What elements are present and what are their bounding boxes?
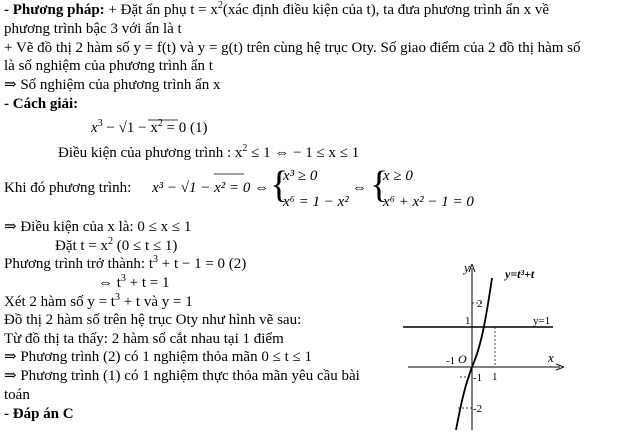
method-tail: (xác định điều kiện của t), ta đưa phương trình ẩn x về xyxy=(222,2,550,18)
system-2-brace: { xyxy=(370,164,389,206)
transformed-b: + t − 1 = 0 (2) xyxy=(158,256,247,272)
system-2-row-b: x⁶ + x² − 1 = 0 xyxy=(383,194,474,210)
substitution-line xyxy=(55,238,177,255)
line-2: phương trình bậc 3 với ẩn là t xyxy=(4,21,182,37)
condition-b: ≤ 1 ⇔ − 1 ≤ x ≤ 1 xyxy=(247,145,360,161)
line-eq1-result-cont: toán xyxy=(4,387,30,403)
system-1-row-b: x⁶ = 1 − x² xyxy=(283,194,349,210)
line-label: y=1 xyxy=(533,315,551,327)
substitution-b: (0 ≤ t ≤ 1) xyxy=(113,238,178,254)
condition-sup: 2 xyxy=(242,143,248,154)
tick-y-neg2: -2 xyxy=(473,403,483,415)
tick-y-2: 2 xyxy=(477,298,483,310)
substitution-sup: 2 xyxy=(108,236,114,247)
equivalent-b: + t = 1 xyxy=(125,275,170,291)
consider-line xyxy=(4,294,193,311)
line-5: ⇒ Số nghiệm của phương trình ẩn x xyxy=(4,77,221,93)
line-graph-intro: Đồ thị 2 hàm số trên hệ trục Oty như hình vẽ sau: xyxy=(4,312,302,328)
line-eq1-result: ⇒ Phương trình (1) có 1 nghiệm thực thỏa mãn yêu cầu bài xyxy=(4,368,360,384)
consider-sup: 3 xyxy=(114,292,120,303)
y-axis-label: y xyxy=(464,260,470,275)
system-arrow: ⇔ xyxy=(352,180,367,196)
when-line-label: Khi đó phương trình: xyxy=(4,180,132,196)
consider-a: Xét 2 hàm số y = t xyxy=(4,294,115,310)
condition-a: Điều kiện của phương trình : x xyxy=(58,145,243,161)
method-text: + Đặt ẩn phụ t = x xyxy=(104,2,218,18)
method-label: - Phương pháp: xyxy=(4,2,105,18)
line-condition-x: ⇒ Điều kiện của x là: 0 ≤ x ≤ 1 xyxy=(4,219,192,235)
curve-label: y=t³+t xyxy=(505,267,535,281)
eq1-part-c: = 0 (1) xyxy=(162,120,208,136)
system-1-row-a: x³ ≥ 0 xyxy=(283,168,318,184)
equivalent-line xyxy=(98,275,170,292)
tick-y-neg1: -1 xyxy=(473,372,483,384)
equivalent-a: ⇔ t xyxy=(98,275,121,291)
tick-x-1: 1 xyxy=(492,371,498,383)
system-2-row-a: x ≥ 0 xyxy=(383,168,413,184)
tick-x-neg1: -1 xyxy=(446,355,456,367)
line-3: + Vẽ đồ thị 2 hàm số y = f(t) và y = g(t) trên cùng hệ trục Oty. Số giao điểm của 2 đồ thị hàm số xyxy=(4,40,581,56)
transformed-line xyxy=(4,256,246,273)
line-eq2-result: ⇒ Phương trình (2) có 1 nghiệm thỏa mãn 0 ≤ t ≤ 1 xyxy=(4,349,312,365)
origin-label: O xyxy=(458,352,467,366)
transformed-a: Phương trình trở thành: t xyxy=(4,256,153,272)
consider-b: + t và y = 1 xyxy=(119,294,193,310)
function-graph xyxy=(400,258,625,434)
eq1-part-b: − √1 − x xyxy=(102,120,158,136)
condition-line xyxy=(58,145,359,162)
answer-line: - Đáp án C xyxy=(4,406,74,422)
eq1-sup-b: 2 xyxy=(157,118,163,129)
equation-1 xyxy=(91,120,208,137)
line-4: là số nghiệm của phương trình ẩn t xyxy=(4,58,213,74)
solution-label: - Cách giải: xyxy=(4,96,79,112)
eq1-sup-a: 3 xyxy=(97,118,103,129)
eq1-part-a: x xyxy=(91,120,98,136)
x-axis-label: x xyxy=(548,350,554,365)
substitution-a: Đặt t = x xyxy=(55,238,109,254)
line-graph-conclusion: Từ đồ thị ta thấy: 2 hàm số cắt nhau tại 1 điểm xyxy=(4,331,284,347)
when-line-equation: x³ − √1 − x² = 0 ⇔ xyxy=(152,180,270,196)
transformed-sup: 3 xyxy=(153,254,158,265)
equivalent-sup: 3 xyxy=(120,273,126,284)
system-1-brace: { xyxy=(270,164,289,206)
method-sup: 2 xyxy=(217,0,223,11)
tick-y-1: 1 xyxy=(465,315,471,327)
line-method xyxy=(4,2,549,19)
